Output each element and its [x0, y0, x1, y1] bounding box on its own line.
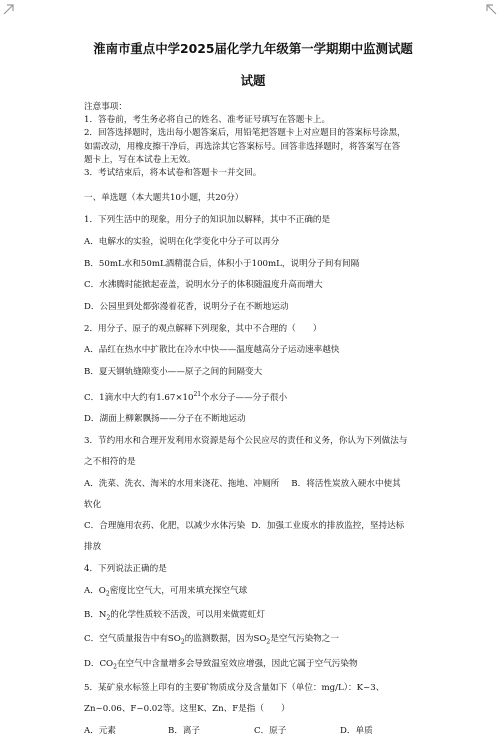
option-d: D．公园里到处都弥漫着花香，说明分子在不断地运动 [84, 301, 289, 312]
notice-heading: 注意事项： [84, 102, 127, 112]
question-1 [84, 214, 422, 313]
exponent: 21 [193, 390, 202, 398]
option-b [84, 609, 422, 625]
option-a: A．品红在热水中扩散比在冷水中快——温度越高分子运动速率越快 [84, 345, 340, 356]
subscript: 2 [266, 639, 271, 647]
option-d: D．湖面上柳絮飘扬——分子在不断地运动 [84, 414, 246, 425]
notice-line: 3．考试结束后，将本试卷和答题卡一并交回。 [84, 168, 262, 179]
option-b: B．夏天钢轨缝隙变小——原子之间的间隔变大 [84, 366, 263, 377]
option-b: B．离子 [168, 726, 201, 737]
notice-line: 1．答卷前，考生务必将自己的姓名、准考证号填写在答题卡上。 [84, 115, 331, 126]
option-b: B．50mL水和50mL酒精混合后，体积小于100mL，说明分子间有间隔 [84, 258, 360, 269]
corner-arrow-icon [484, 2, 498, 16]
exam-page [84, 34, 422, 738]
option-text: 的监测数据，因为SO [184, 634, 267, 645]
notice-line: 题卡上，写在本试卷上无效。 [84, 154, 196, 165]
question-2 [84, 323, 422, 426]
notice-line: 2．回答选择题时，选出每小题答案后，用铅笔把答题卡上对应题目的答案标号涂黑， [84, 128, 406, 139]
option-text: D．CO [84, 658, 114, 669]
option-c [84, 388, 422, 405]
notice-line: 如需改动，用橡皮擦干净后，再选涂其它答案标号。回答非选择题时，将答案写在答 [84, 141, 401, 152]
question-5 [84, 682, 422, 738]
subscript: 2 [113, 663, 117, 671]
option-d [84, 658, 422, 674]
page-subtitle: 试题 [240, 73, 266, 88]
option-text: 的化学性质较不活泼，可以用来做霓虹灯 [110, 610, 265, 621]
option-row [84, 478, 422, 491]
question-4 [84, 563, 422, 673]
corner-arrow-icon [2, 2, 16, 16]
option-a: A．洗菜、洗衣、淘米的水用来浇花、拖地、冲厕所 [84, 478, 280, 489]
option-d-cont: 排放 [84, 542, 102, 553]
option-text: 是空气污染物之一 [270, 634, 339, 645]
option-row [84, 725, 422, 738]
option-text: 个水分子——分子很小 [201, 392, 288, 403]
question-stem: 2．用分子、原子的观点解释下列现象，其中不合理的（ ） [84, 323, 322, 334]
question-stem: 3．节约用水和合理开发利用水资源是每个公民应尽的责任和义务，你认为下列做法与 [84, 436, 408, 447]
question-3 [84, 435, 422, 554]
option-c: C．合理施用农药、化肥，以减少水体污染 [84, 521, 246, 532]
notice-block [84, 101, 422, 180]
option-c [84, 633, 422, 649]
option-text: 密度比空气大，可用来填充探空气球 [109, 585, 248, 596]
option-text: C．1滴水中大约有1.67×10 [84, 392, 194, 403]
page-title: 淮南市重点中学2025届化学九年级第一学期期中监测试题 [93, 41, 413, 56]
section-heading: 一、单选题（本大题共10小题，共20分） [84, 193, 244, 204]
question-stem: 5．某矿泉水标签上印有的主要矿物质成分及含量如下（单位：mg/L）：K~3、 [84, 683, 385, 694]
question-stem-cont: 之不相符的是 [84, 457, 136, 468]
subscript: 2 [106, 614, 111, 622]
option-text: B．N [84, 610, 107, 621]
option-row [84, 520, 422, 533]
subscript: 2 [105, 590, 110, 598]
question-stem-cont: Zn~0.06、F~0.02等。这里K、Zn、F是指（ ） [84, 704, 290, 715]
option-text: C．空气质量报告中有SO [84, 634, 181, 645]
question-stem: 4．下列说法正确的是 [84, 564, 167, 575]
option-a: A．电解水的实验，说明在化学变化中分子可以再分 [84, 237, 280, 248]
option-d: D．单质 [340, 726, 373, 737]
question-stem: 1．下列生活中的现象，用分子的知识加以解释，其中不正确的是 [84, 215, 331, 226]
option-text: 在空气中含量增多会导致温室效应增强，因此它属于空气污染物 [116, 658, 358, 669]
option-b-cont: 软化 [84, 499, 102, 510]
option-c: C．水沸腾时能掀起壶盖，说明水分子的体积随温度升高而增大 [84, 280, 323, 291]
subscript: 2 [180, 639, 185, 647]
option-c: C．原子 [254, 726, 287, 737]
option-b: B．将活性炭放入硬水中使其 [291, 478, 401, 489]
option-text: A．O [84, 585, 106, 596]
option-d: D．加强工业废水的排放监控，坚持达标 [251, 521, 405, 532]
option-a [84, 585, 422, 601]
option-a: A．元素 [84, 726, 116, 737]
